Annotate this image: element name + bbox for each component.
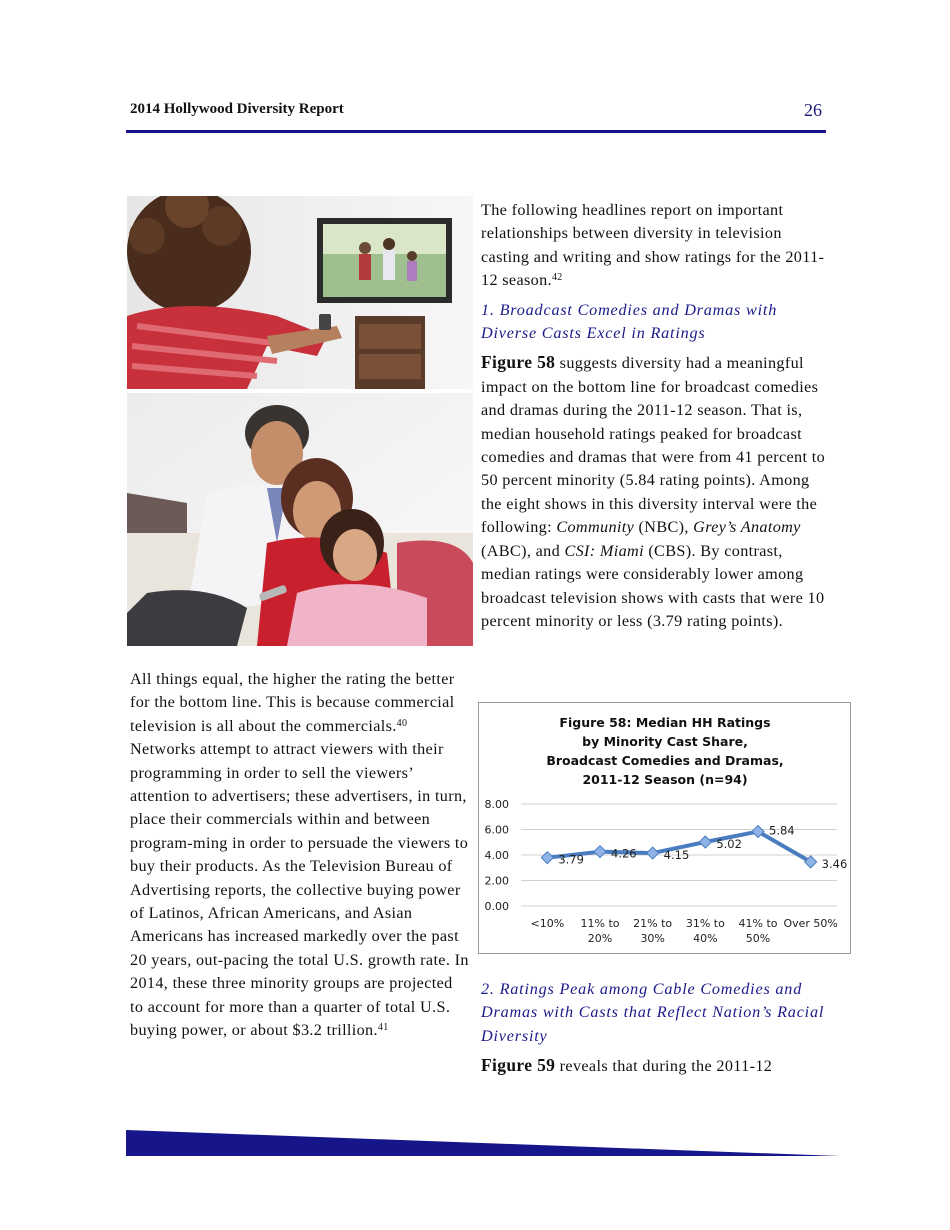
x-tick-label: <10% [530,917,565,930]
family-on-couch-photo [127,393,473,646]
y-tick-label: 0.00 [484,900,509,913]
data-label: 3.46 [821,856,848,871]
data-label: 5.84 [769,823,795,838]
right-column-text [481,199,826,633]
y-tick-label: 6.00 [484,823,509,837]
x-tick-label: 11% to [580,917,620,930]
x-tick-label: 30% [640,932,665,945]
data-label: 4.15 [663,848,690,863]
footnote-ref: 40 [396,717,408,729]
figure-reference: Figure 58 [481,352,556,373]
x-tick-label: 50% [745,932,771,945]
paragraph-text: Networks attempt to attract viewers with their programming in order to sell the viewers’ attention to advertisers; these advertisers, in turn, place their commercials within and between program-ming in order to persuade the viewers to buy their products. As the Television Bureau of Advertising reports, the collective buying power of Latinos, African Americans, and Asian Americans has increased markedly over the past 20 years, out-pacing the total U.S. growth rate. In 2014, these three minority groups are projected to account for more than a quarter of total U.S. buying power, or about $3.2 trillion. [130,740,469,1040]
left-column-text [130,668,470,1043]
intro-paragraph [481,199,826,293]
right-column-bottom-text [481,978,826,1079]
x-tick-label: Over 50% [783,917,838,930]
footnote-ref: 41 [377,1022,389,1034]
data-label: 5.02 [716,836,742,851]
figure-58-chart [478,702,851,954]
show-title: Grey’s Anatomy [693,518,801,537]
y-tick-label: 4.00 [484,849,509,862]
paragraph-text: (NBC), [634,518,694,537]
x-tick-label: 40% [693,932,718,945]
x-tick-label: 31% to [685,917,725,930]
x-tick-label: 20% [587,932,613,945]
data-point [699,836,711,848]
section-heading-1: 1. Broadcast Comedies and Dramas with Diverse Casts Excel in Ratings [481,300,778,343]
header-rule [126,130,826,133]
data-point [594,846,606,858]
figure-59-paragraph [481,1054,826,1078]
paragraph-text: suggests diversity had a meaningful impact on the bottom line for broadcast comedies and dramas during the 2011-12 season. That is, median household ratings peaked for broadcast comedies and dramas that were from 41 percent to 50 percent minority (5.84 rating points). Among the eight shows in this diversity interval were the following: [481,354,826,537]
chart-title-line: Figure 58: Median HH Ratings [559,715,771,730]
page-number: 26 [804,100,822,120]
figure-58-paragraph [481,351,826,633]
paragraph-text: (CBS). By contrast, median ratings were considerably lower among broadcast television shows with casts that were 10 percent minority or less (3.79 rating points). [481,541,825,630]
paragraph-text: All things equal, the higher the rating the better for the bottom line. This is because commercial television is all about the commercials. [130,670,455,735]
woman-watching-tv-photo [127,196,473,389]
data-label: 3.79 [558,852,584,867]
y-tick-label: 8.00 [484,798,509,811]
data-label: 4.26 [611,846,637,861]
chart-canvas [479,703,850,953]
data-point [647,847,659,859]
chart-title-line: Broadcast Comedies and Dramas, [546,753,784,768]
y-tick-label: 2.00 [484,874,509,888]
x-tick-label: 41% to [738,917,778,930]
paragraph-text: (ABC), and [481,541,565,560]
chart-title-line: 2011-12 Season (n=94) [582,772,748,787]
paragraph-text: reveals that during the 2011-12 [555,1057,773,1076]
footer-band [126,1130,840,1157]
figure-reference: Figure 59 [481,1055,556,1076]
chart-title-line: by Minority Cast Share, [582,734,748,749]
x-tick-label: 21% to [633,917,673,930]
report-title: 2014 Hollywood Diversity Report [130,101,344,117]
footnote-ref: 42 [551,272,563,284]
section-heading-2: 2. Ratings Peak among Cable Comedies and Dramas with Casts that Reflect Nation’s Racial Diversity [481,980,825,1045]
show-title: CSI: Miami [564,541,644,560]
data-point [541,852,553,864]
paragraph-text: The following headlines report on important relationships between diversity in television casting and writing and show ratings for the 2011-12 season. [481,201,825,290]
buying-power-paragraph [130,668,470,1043]
show-title: Community [556,518,635,537]
